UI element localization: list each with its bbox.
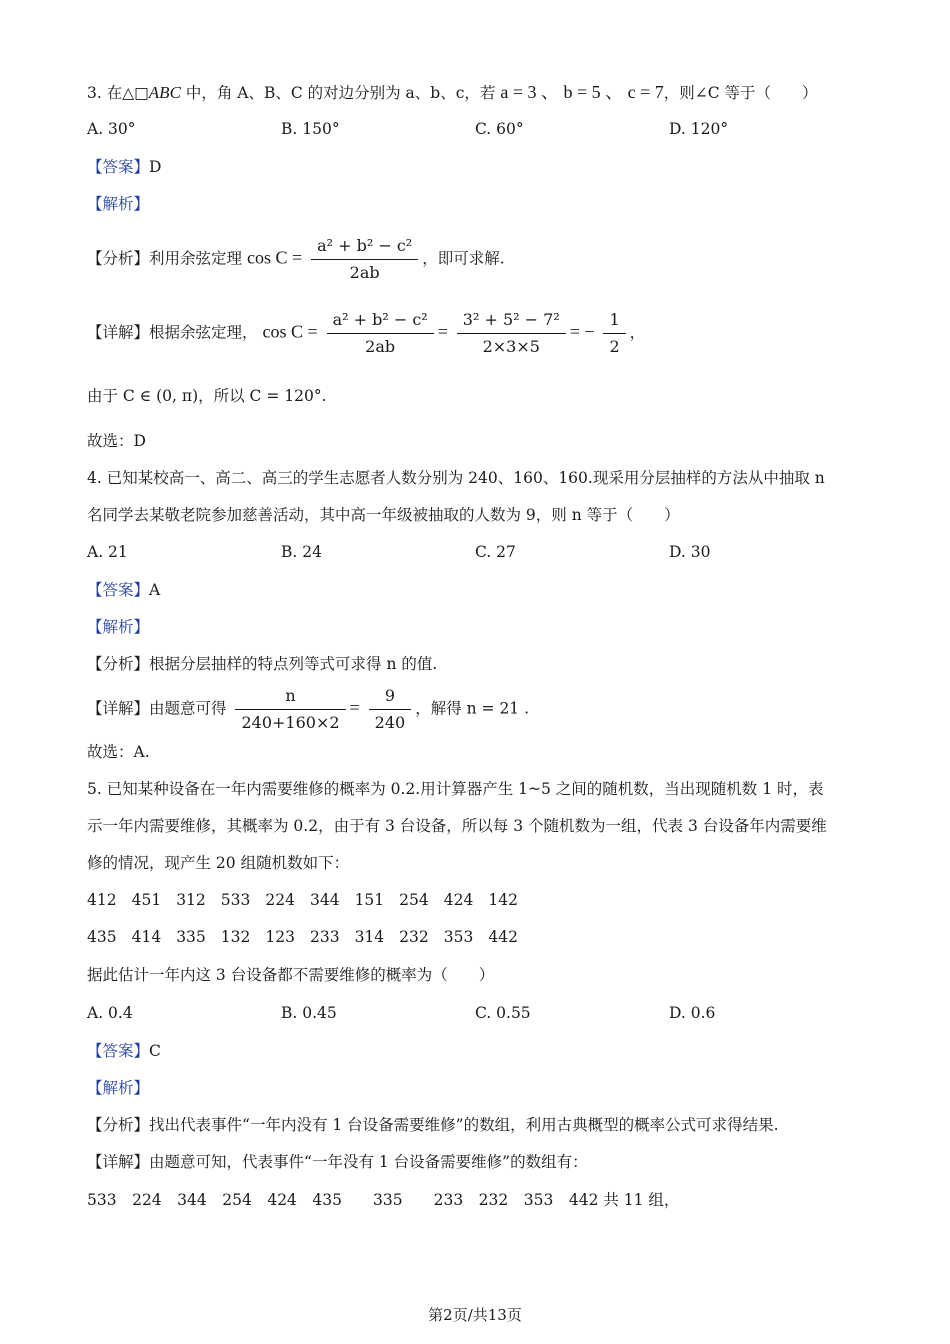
random-number: 412 [87, 891, 117, 909]
q4-detail: 【详解】由题意可得 $\frac{n}{240+160\times 2}$ = $\frac{9}{240}$ ，解得 n = 21 . [87, 686, 530, 732]
q4-stem-line-1: 4. 已知某校高一、高二、高三的学生志愿者人数分别为 240、160、160.现采用分层抽样的方法从中抽取 n [87, 469, 825, 487]
q5-stem-line-2: 示一年内需要维修，其概率为 0.2，由于有 3 台设备，所以每 3 个随机数为一组，代表 3 台设备年内需要维 [87, 817, 827, 835]
page-footer: 第2页/共13页 [428, 1306, 522, 1324]
q3-option-b: B. 150° [281, 120, 340, 138]
q5-option-a: A. 0.4 [87, 1004, 133, 1022]
random-number: 344 [309, 891, 340, 909]
random-number: 123 [265, 928, 295, 946]
q5-question: 据此估计一年内这 3 台设备都不需要维修的概率为（ ） [87, 966, 495, 984]
q4-detail-fraction-2: $\frac{9}{240}$ [369, 686, 412, 733]
q4-choose: 故选：A. [87, 743, 150, 761]
q4-answer: 【答案】A [87, 581, 161, 599]
q3-fenxi: 【分析】利用余弦定理 cos C = $\frac{\text{a² + b² − c²}}{2ab}$ ，即可求解. [87, 236, 505, 282]
q4-option-a: A. 21 [87, 543, 128, 561]
random-number: 435 [87, 928, 117, 946]
random-number: 142 [488, 891, 518, 909]
q5-option-b: B. 0.45 [281, 1004, 337, 1022]
random-number: 232 [399, 928, 429, 946]
q5-stem-line-3: 修的情况，现产生 20 组随机数如下： [87, 854, 350, 872]
q4-option-c: C. 27 [475, 543, 516, 561]
q3-detail-fraction-3: $\frac{1}{2}$ [603, 310, 625, 357]
q3-detail-fraction-2: $\frac{\text{3² + 5² − 7²}}{2\times 3\times 5}$ [457, 310, 566, 357]
q5-result: 533 224 344 254 424 435 335 233 232 353 442 共 11 组， [87, 1191, 680, 1209]
q5-option-c: C. 0.55 [475, 1004, 531, 1022]
random-number: 424 [443, 891, 474, 909]
q4-fenxi: 【分析】根据分层抽样的特点列等式可求得 n 的值. [87, 655, 438, 673]
random-number: 254 [399, 891, 429, 909]
q5-answer: 【答案】C [87, 1042, 161, 1060]
q3-detail: 【详解】根据余弦定理， cos C = $\frac{\text{a² + b² − c²}}{2ab}$ = $\frac{\text{3² + 5² − 7²}}{2\times 3\times 5}$ = − $\frac{1}{2}$ ， [87, 310, 646, 356]
random-number: 233 [309, 928, 340, 946]
q3-since: 由于 C ∈ (0, π)，所以 C = 120°. [87, 387, 327, 405]
q3-option-d: D. 120° [669, 120, 729, 138]
random-number: 224 [265, 891, 295, 909]
random-number: 132 [220, 928, 251, 946]
q5-option-d: D. 0.6 [669, 1004, 716, 1022]
q5-detail: 【详解】由题意可知，代表事件“一年没有 1 台设备需要维修”的数组有： [87, 1153, 588, 1171]
q3-option-a: A. 30° [87, 120, 136, 138]
q3-detail-fraction-1: $\frac{\text{a² + b² − c²}}{2ab}$ [327, 310, 434, 357]
random-number: 312 [176, 891, 206, 909]
random-number: 414 [131, 928, 162, 946]
q4-detail-fraction-1: $\frac{n}{240+160\times 2}$ [235, 686, 345, 733]
q5-fenxi: 【分析】找出代表事件“一年内没有 1 台设备需要维修”的数组，利用古典概型的概率公式可求得结果. [87, 1116, 779, 1134]
random-number: 533 [220, 891, 251, 909]
random-number: 151 [354, 891, 385, 909]
q3-fenxi-fraction: $\frac{\text{a² + b² − c²}}{2ab}$ [311, 236, 418, 283]
q3-analysis-label: 【解析】 [87, 195, 150, 213]
random-number: 314 [354, 928, 385, 946]
q4-option-b: B. 24 [281, 543, 322, 561]
q3-option-c: C. 60° [475, 120, 524, 138]
q4-analysis-label: 【解析】 [87, 618, 150, 636]
q5-random-row-1 [87, 891, 533, 909]
q3-stem: 3. 在△□ABC 中，角 A、B、C 的对边分别为 a、b、c，若 a = 3 、 b = 5 、 c = 7，则∠C 等于（ ） [87, 82, 818, 102]
random-number: 335 [176, 928, 206, 946]
q5-random-row-2 [87, 928, 533, 946]
q4-stem-line-2: 名同学去某敬老院参加慈善活动，其中高一年级被抽取的人数为 9，则 n 等于（ ） [87, 506, 680, 524]
q5-stem-line-1: 5. 已知某种设备在一年内需要维修的概率为 0.2.用计算器产生 1~5 之间的随机数，当出现随机数 1 时，表 [87, 780, 824, 798]
q4-option-d: D. 30 [669, 543, 711, 561]
q3-answer: 【答案】D [87, 158, 162, 176]
random-number: 442 [488, 928, 518, 946]
q5-analysis-label: 【解析】 [87, 1079, 150, 1097]
q3-choose: 故选：D [87, 432, 146, 450]
random-number: 353 [443, 928, 474, 946]
random-number: 451 [131, 891, 162, 909]
